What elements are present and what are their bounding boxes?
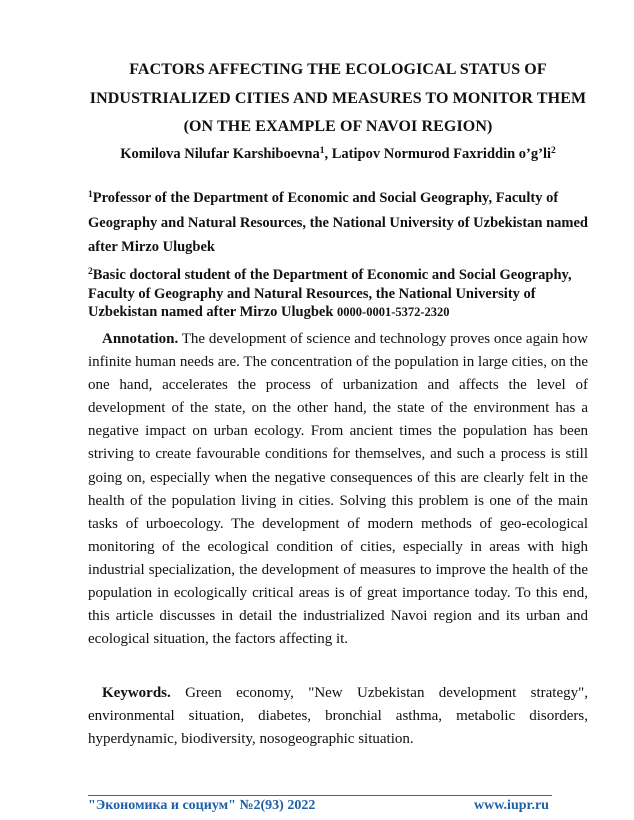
affiliation-1 [88,186,588,260]
affiliation-2-text: Basic doctoral student of the Department of Economic and Social Geography, Faculty of Geography and Natural Resources, the National University of Uzbekistan named after Mirzo Ulugbek [88,267,572,320]
paper-title: FACTORS AFFECTING THE ECOLOGICAL STATUS OF INDUSTRIALIZED CITIES AND MEASURES TO MONITOR THEM (ON THE EXAMPLE OF NAVOI REGION) [89,61,587,135]
author-1-affiliation-mark: 1 [319,146,325,156]
author-1-name: Komilova Nilufar Karshiboevna [120,146,320,162]
orcid-id: 0000-0001-5372-2320 [337,305,450,319]
author-separator: , [324,146,332,162]
author-2-name: Latipov Normurod Faxriddin o’g’li [331,146,552,162]
footer-website-link[interactable]: www.iupr.ru [474,798,549,813]
annotation-label: Annotation. [102,331,179,347]
author-2-affiliation-mark: 2 [551,146,556,156]
author-line [88,146,588,163]
annotation-text: The development of science and technology proves once again how infinite human needs are. The concentration of the population in large cities, on the one hand, accelerates the process of urbanization and affects the level of development of the state, on the other hand, the state of the environment has a negative impact on urban ecology. From ancient times the population has been striving to create favourable conditions for themselves, and such a process is still going on, especially when the negative consequences of this are clearly felt in the health of the population living in cities. Solving this problem is one of the main tasks of urboecology. The development of modern methods of geo-ecological monitoring of the ecological condition of cities, especially in areas with high industrial specialization, the development of measures to improve the health of the population in ecologically critical areas is of great importance today. To this end, this article discusses in detail the industrialized Navoi region and its urban and ecological situation, the factors affecting it. [88,331,588,648]
keywords-label: Keywords. [102,685,171,701]
annotation-paragraph [88,328,588,651]
affiliation-2 [88,266,588,322]
keywords-paragraph [88,682,588,751]
footer-divider [88,795,552,796]
footer-journal-name: "Экономика и социум" №2(93) 2022 [88,798,316,813]
keywords-text: Green economy, "New Uzbekistan development strategy", environmental situation, diabetes, bronchial asthma, metabolic disorders, hyperdynamic, biodiversity, nosogeographic situation. [88,685,588,748]
affiliation-1-mark: 1 [88,190,93,200]
affiliation-2-mark: 2 [88,267,93,277]
affiliation-1-text: Professor of the Department of Economic and Social Geography, Faculty of Geography and Natural Resources, the National University of Uzbekistan named after Mirzo Ulugbek [88,190,588,255]
